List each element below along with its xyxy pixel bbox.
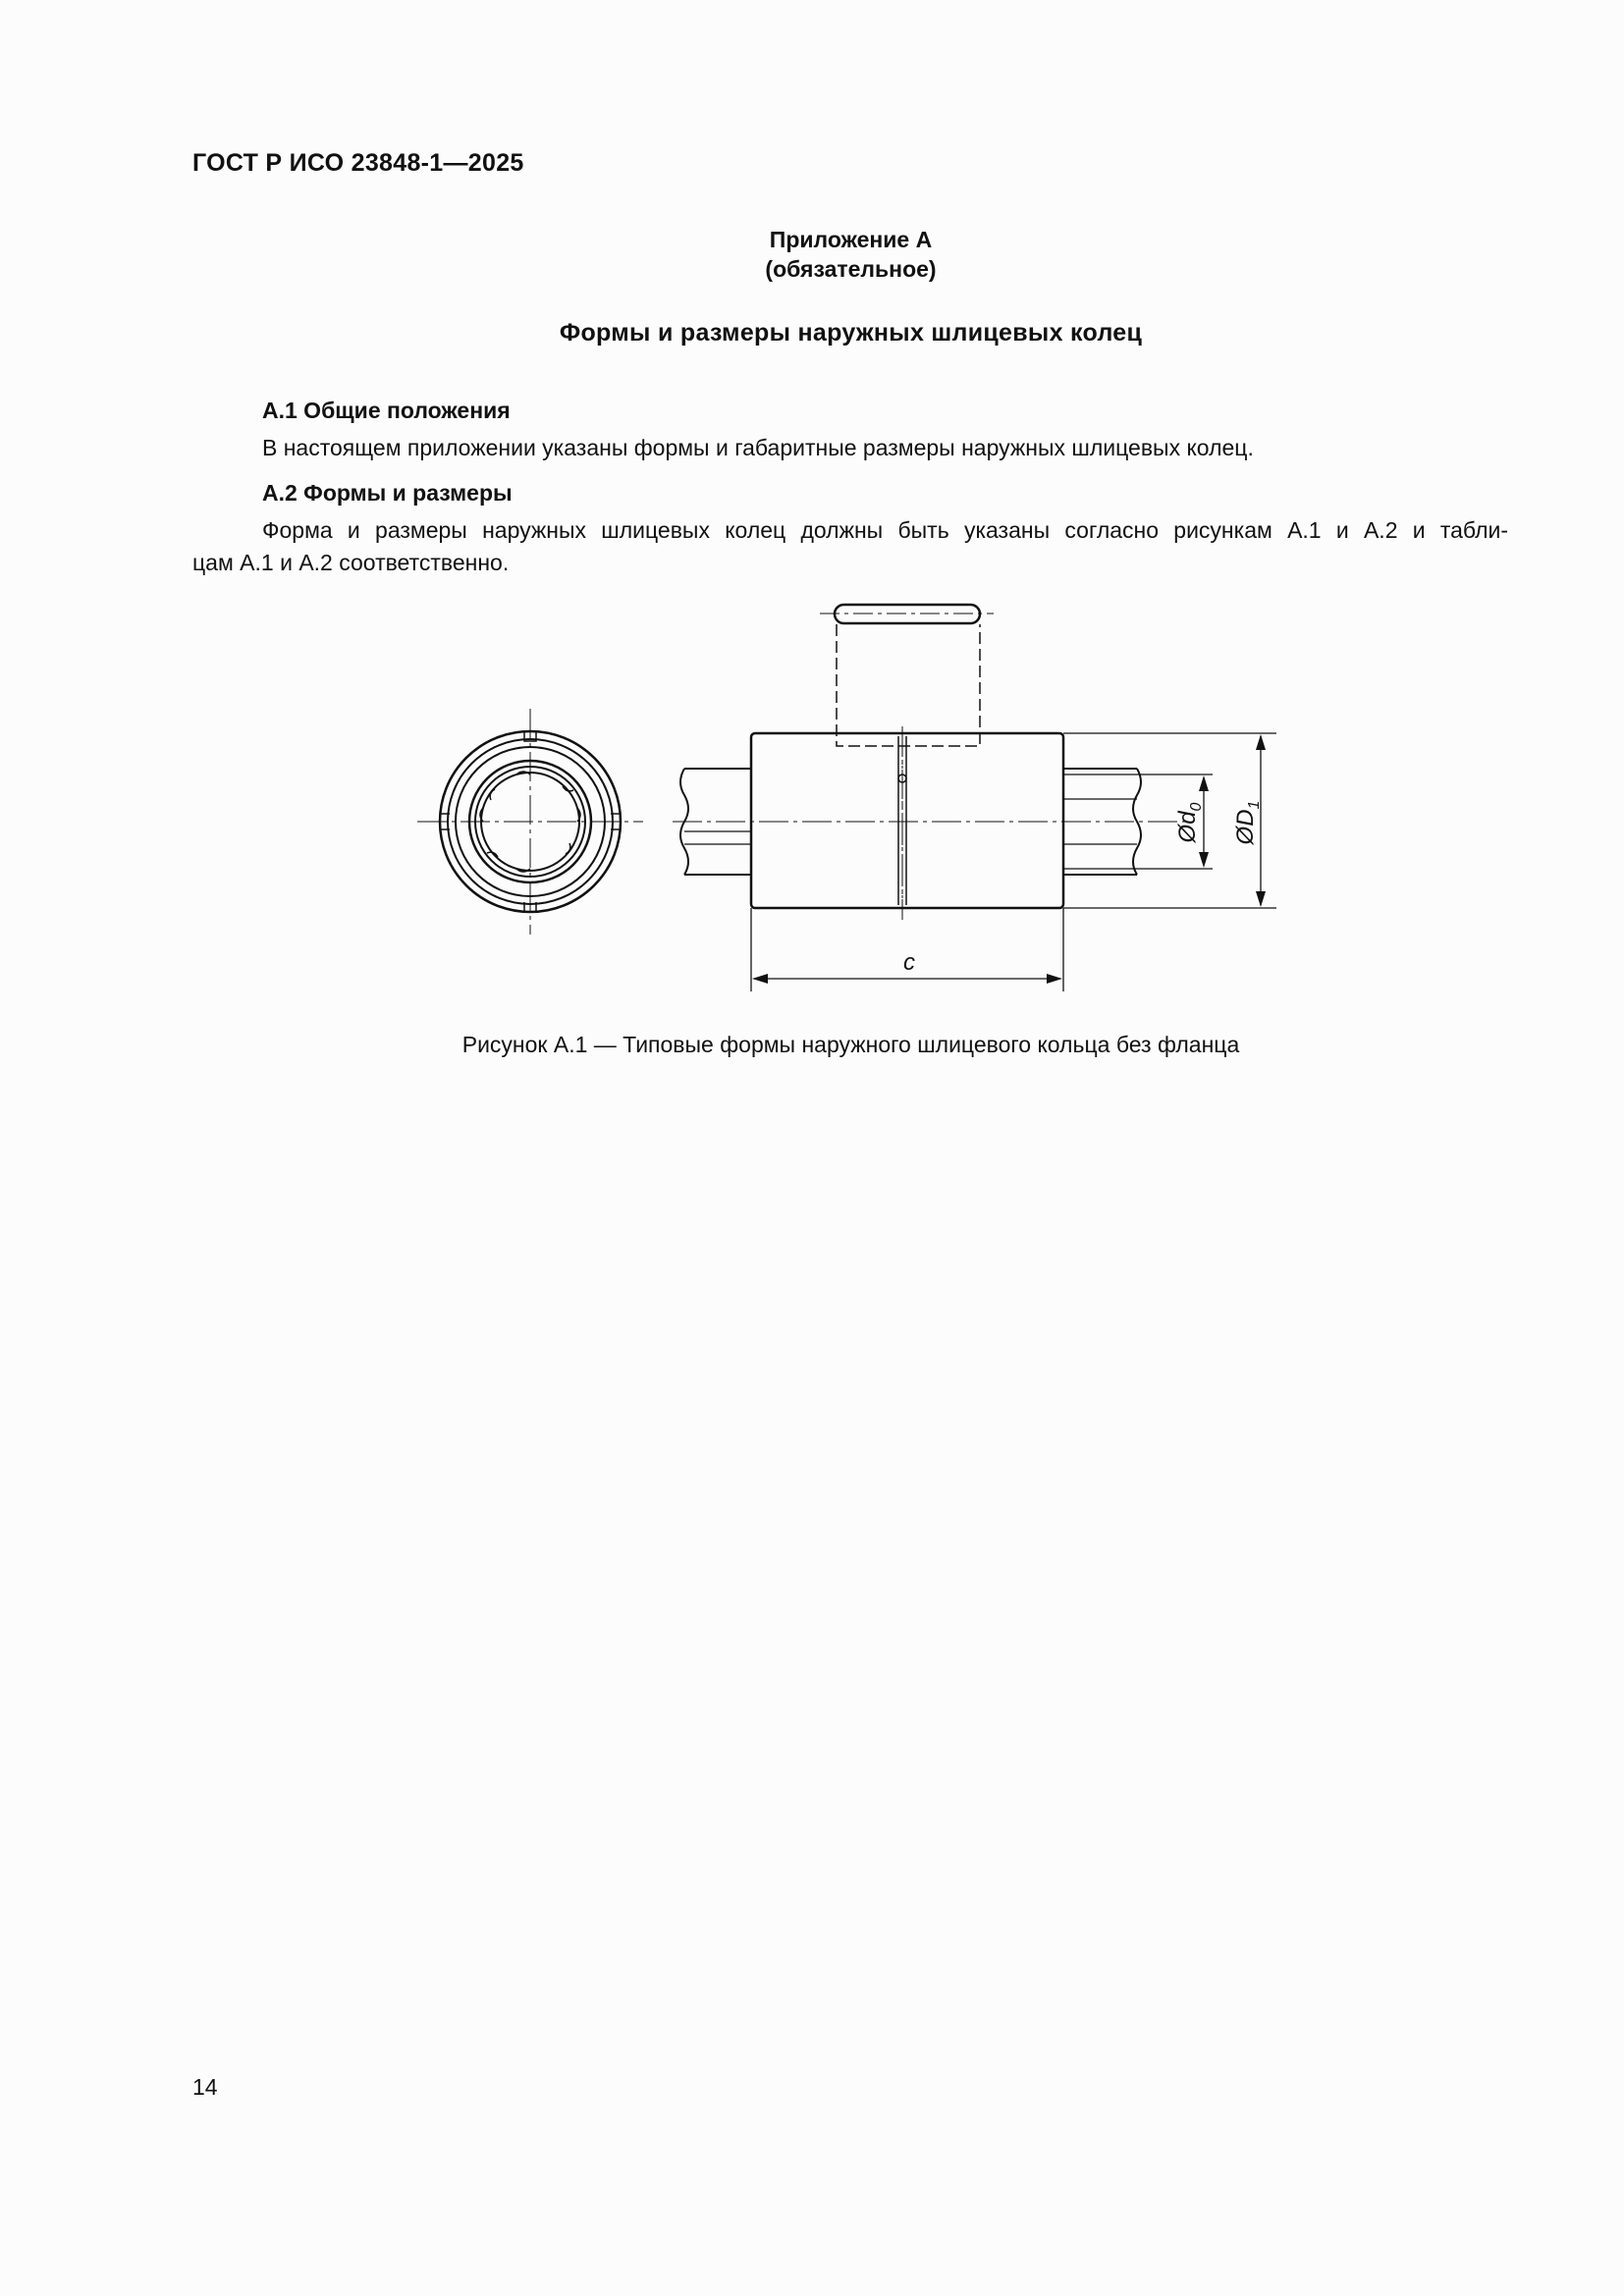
dim-label-d0-sub: 0	[1188, 802, 1205, 812]
dim-label-D1: ØD	[1232, 809, 1259, 845]
section-a2-text-line2: цам А.1 и А.2 соответственно.	[192, 550, 510, 575]
ring-body	[673, 726, 1188, 920]
dim-label-D1-sub: 1	[1246, 800, 1263, 810]
section-a1-text: В настоящем приложении указаны формы и габаритные размеры наружных шлицевых колец.	[262, 435, 1254, 460]
appendix-status: (обязательное)	[765, 256, 937, 282]
section-a1-heading: А.1 Общие положения	[262, 398, 511, 423]
dim-label-d0: Ød	[1174, 811, 1201, 843]
figure-a1-drawing	[393, 589, 1316, 1001]
section-a2-heading: А.2 Формы и размеры	[262, 480, 513, 506]
standard-designation: ГОСТ Р ИСО 23848-1—2025	[192, 149, 524, 177]
figure-caption: Рисунок А.1 — Типовые формы наружного шлицевого кольца без фланца	[461, 1032, 1240, 1057]
svg-text:ØD1	[1232, 801, 1263, 846]
svg-text:Ød0	[1174, 802, 1205, 843]
key-phantom	[820, 605, 994, 746]
end-view	[417, 709, 643, 934]
page-number: 14	[192, 2074, 218, 2100]
dim-label-c: c	[903, 949, 915, 976]
section-a2-text-line1: Форма и размеры наружных шлицевых колец должны быть указаны согласно рисункам А.1 и А.2 и табли-	[262, 517, 1508, 543]
appendix-title: Приложение А	[769, 227, 933, 252]
appendix-heading: Формы и размеры наружных шлицевых колец	[559, 319, 1143, 347]
